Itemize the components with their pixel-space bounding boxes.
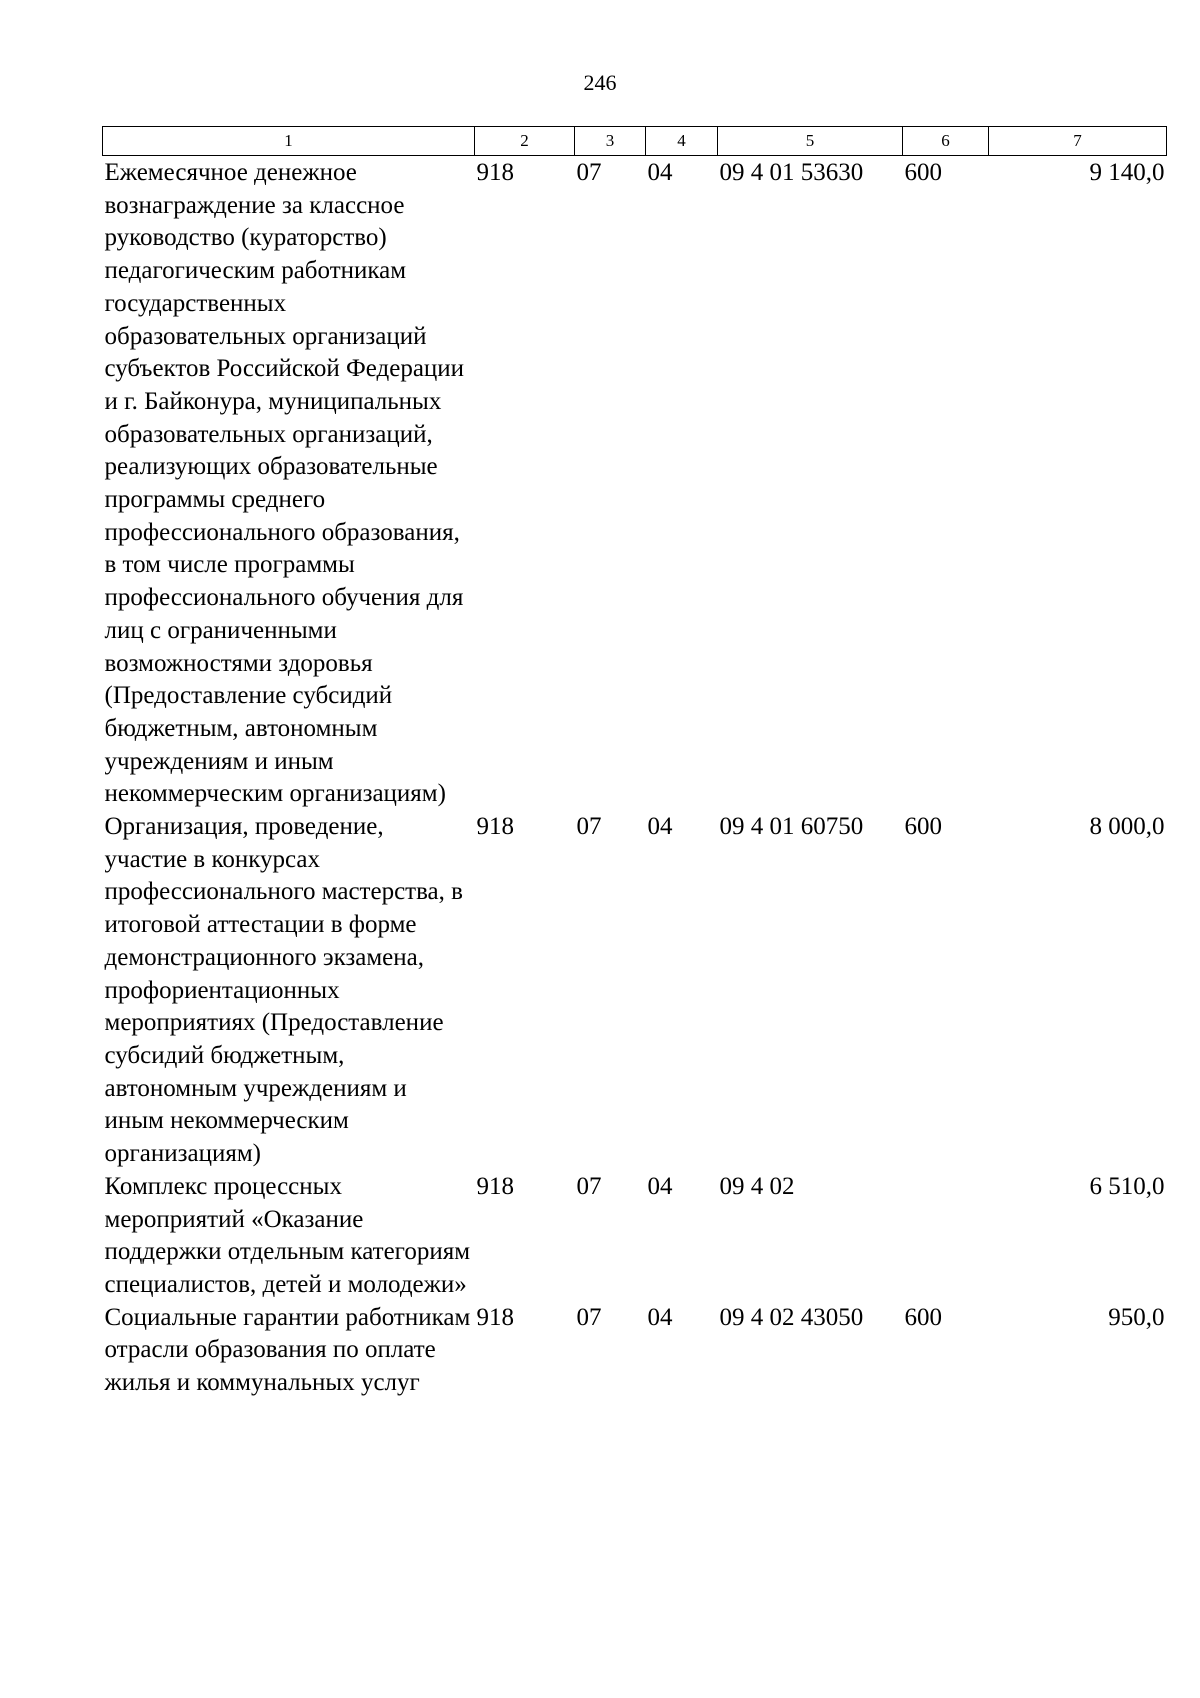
row-ministry: 918	[476, 1172, 514, 1200]
row-amount: 950,0	[1108, 1303, 1165, 1331]
row-expense-type	[903, 1171, 989, 1302]
row-amount: 9 140,0	[1089, 159, 1165, 186]
row-subsection: 04	[647, 1172, 673, 1200]
row-target-article: 09 4 02 43050	[719, 1303, 864, 1331]
row-ministry: 918	[476, 159, 514, 186]
row-target-article: 09 4 01 60750	[719, 813, 864, 841]
row-expense-type: 600	[904, 813, 942, 841]
row-name: Организация, проведение, участие в конкурсах профессионального мастерства, в итоговой аттестации в форме демонстрационного экзамена, профориентационных мероприятиях (Предоставление субсидий бюджетным, автономным учреждениям и иным некоммерческим организациям)	[104, 813, 463, 1168]
table-header-row	[103, 127, 1167, 156]
row-target-article: 09 4 02	[719, 1172, 795, 1200]
table-row	[103, 1171, 1167, 1302]
budget-table	[102, 126, 1167, 1400]
row-subsection: 04	[647, 1303, 673, 1331]
row-section: 07	[576, 813, 602, 841]
row-subsection: 04	[647, 813, 673, 841]
column-header-4: 4	[646, 127, 718, 156]
table-row	[103, 811, 1167, 1171]
page-number: 246	[583, 70, 617, 95]
column-header-5: 5	[718, 127, 903, 156]
row-target-article: 09 4 01 53630	[719, 159, 864, 186]
row-amount: 8 000,0	[1089, 813, 1165, 841]
column-header-1: 1	[103, 127, 475, 156]
row-ministry: 918	[476, 813, 514, 841]
column-header-3: 3	[575, 127, 646, 156]
row-ministry: 918	[476, 1303, 514, 1331]
table-row	[103, 156, 1167, 812]
table-row	[103, 1302, 1167, 1400]
column-header-7: 7	[989, 127, 1167, 156]
row-name: Комплекс процессных мероприятий «Оказание поддержки отдельным категориям специалистов, детей и молодежи»	[104, 1172, 471, 1298]
row-section: 07	[576, 1303, 602, 1331]
row-subsection: 04	[647, 159, 673, 186]
column-header-6: 6	[903, 127, 989, 156]
row-name: Ежемесячное денежное вознаграждение за классное руководство (кураторство) педагогическим работникам государственных образовательных организаций субъектов Российской Федерации и г. Байконура, муниципальных образовательных организаций, реализующих образовательные программы среднего профессионального образования, в том числе программы профессионального обучения для лиц с ограниченными возможностями здоровья (Предоставление субсидий бюджетным, автономным учреждениям и иным некоммерческим организациям)	[104, 159, 465, 808]
row-expense-type: 600	[904, 1303, 942, 1331]
row-name: Социальные гарантии работникам отрасли образования по оплате жилья и коммунальных услуг	[104, 1303, 471, 1397]
column-header-2: 2	[475, 127, 575, 156]
row-section: 07	[576, 1172, 602, 1200]
row-section: 07	[576, 159, 602, 186]
row-amount: 6 510,0	[1089, 1172, 1165, 1200]
row-expense-type: 600	[904, 159, 942, 186]
